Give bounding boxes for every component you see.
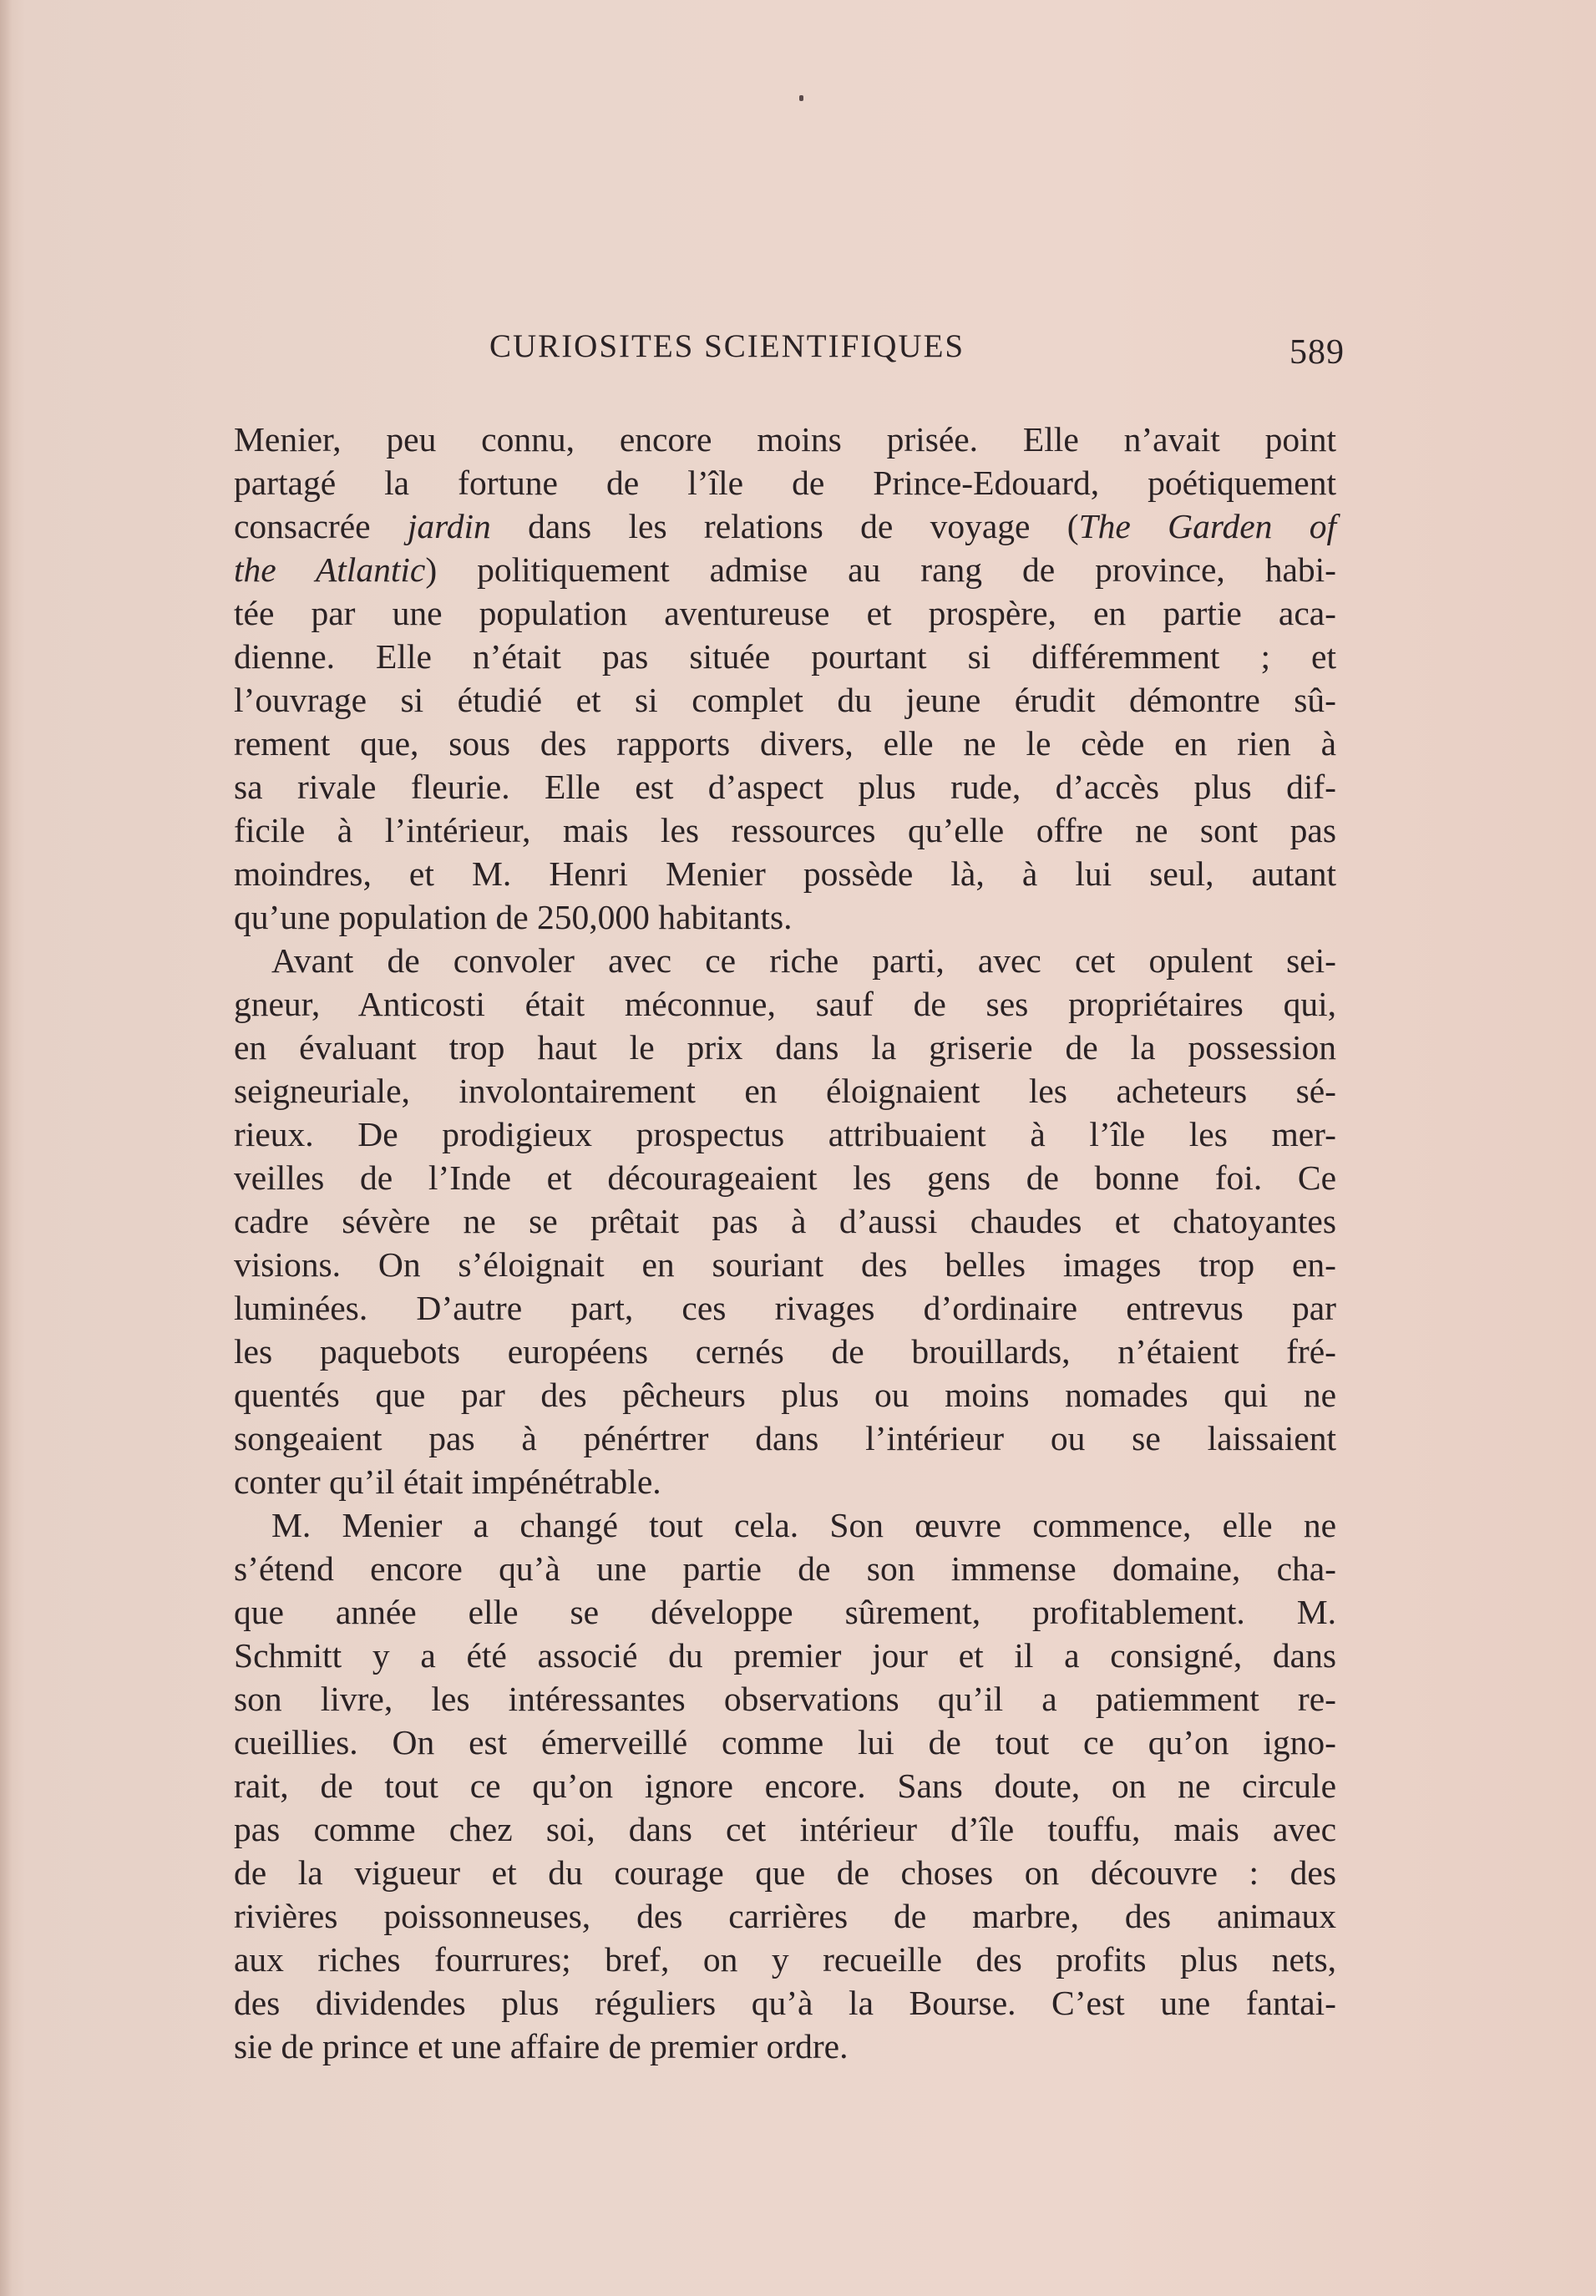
text-line (234, 1807, 1336, 1851)
text-line (234, 1069, 1336, 1113)
italic-text-segment: The Garden of (1078, 507, 1336, 545)
text-line (234, 1503, 1336, 1547)
text-segment: rieux. De prodigieux prospectus attribuaient à l’île les mer- (234, 1115, 1336, 1153)
text-segment: Schmitt y a été associé du premier jour et il a consigné, dans (234, 1636, 1336, 1675)
text-line (234, 1764, 1336, 1807)
text-segment: rait, de tout ce qu’on ignore encore. Sans doute, on ne circule (234, 1766, 1336, 1805)
text-segment: quentés que par des pêcheurs plus ou moins nomades qui ne (234, 1376, 1336, 1414)
text-segment: les paquebots européens cernés de brouillards, n’étaient fré- (234, 1332, 1336, 1371)
text-segment: l’ouvrage si étudié et si complet du jeune érudit démontre sû- (234, 681, 1336, 719)
text-line (234, 808, 1336, 852)
text-line (234, 504, 1336, 548)
text-segment: que année elle se développe sûrement, profitablement. M. (234, 1593, 1336, 1631)
paragraph (234, 418, 1336, 939)
text-line (234, 982, 1336, 1026)
text-segment: de la vigueur et du courage que de choses on découvre : des (234, 1853, 1336, 1892)
text-line (234, 1460, 1336, 1503)
page-number: 589 (1289, 333, 1345, 372)
text-segment: sa rivale fleurie. Elle est d’aspect plus rude, d’accès plus dif- (234, 768, 1336, 806)
text-line (234, 2025, 1336, 2068)
text-segment: tée par une population aventureuse et prospère, en partie aca- (234, 594, 1336, 632)
text-segment: dienne. Elle n’était pas située pourtant si différemment ; et (234, 637, 1336, 676)
text-segment: seigneuriale, involontairement en éloignaient les acheteurs sé- (234, 1072, 1336, 1110)
text-line (234, 1417, 1336, 1460)
text-line (234, 461, 1336, 504)
text-line (234, 1547, 1336, 1590)
text-line (234, 1938, 1336, 1981)
text-segment: dans les relations de voyage ( (490, 507, 1079, 545)
text-line (234, 678, 1336, 722)
text-segment: qu’une population de 250,000 habitants. (234, 898, 793, 936)
text-line (234, 635, 1336, 678)
body-text (234, 418, 1336, 2068)
text-line (234, 1373, 1336, 1417)
text-line (234, 1026, 1336, 1069)
text-line (234, 1330, 1336, 1373)
text-line (234, 1243, 1336, 1286)
text-line (234, 722, 1336, 765)
paragraph (234, 939, 1336, 1503)
text-line (234, 939, 1336, 982)
text-line (234, 1199, 1336, 1243)
text-segment: ficile à l’intérieur, mais les ressources qu’elle offre ne sont pas (234, 811, 1336, 849)
text-line (234, 1851, 1336, 1894)
text-line (234, 1894, 1336, 1938)
text-segment: en évaluant trop haut le prix dans la griserie de la possession (234, 1028, 1336, 1067)
text-segment: conter qu’il était impénétrable. (234, 1462, 661, 1501)
text-line (234, 1590, 1336, 1634)
text-line (234, 1981, 1336, 2025)
text-segment: Menier, peu connu, encore moins prisée. Elle n’avait point (234, 420, 1336, 459)
text-line (234, 1677, 1336, 1721)
text-line (234, 1634, 1336, 1677)
text-segment: sie de prince et une affaire de premier ordre. (234, 2027, 849, 2065)
text-segment: moindres, et M. Henri Menier possède là, à lui seul, autant (234, 854, 1336, 893)
text-line (234, 591, 1336, 635)
text-line (234, 1286, 1336, 1330)
text-segment: veilles de l’Inde et décourageaient les gens de bonne foi. Ce (234, 1158, 1336, 1197)
text-segment: cueillies. On est émerveillé comme lui de tout ce qu’on igno- (234, 1723, 1336, 1761)
text-segment: visions. On s’éloignait en souriant des belles images trop en- (234, 1245, 1336, 1284)
paragraph (234, 1503, 1336, 2068)
italic-text-segment: jardin (407, 507, 491, 545)
text-line (234, 418, 1336, 461)
text-segment: partagé la fortune de l’île de Prince-Edouard, poétiquement (234, 464, 1336, 502)
text-segment: des dividendes plus réguliers qu’à la Bourse. C’est une fantai- (234, 1984, 1336, 2022)
text-segment: pas comme chez soi, dans cet intérieur d’île touffu, mais avec (234, 1810, 1336, 1848)
text-segment: songeaient pas à pénértrer dans l’intérieur ou se laissaient (234, 1419, 1336, 1457)
text-segment: s’étend encore qu’à une partie de son immense domaine, cha- (234, 1549, 1336, 1588)
page-left-edge-shadow (0, 0, 12, 2296)
italic-text-segment: the Atlantic (234, 550, 426, 589)
text-line (234, 1721, 1336, 1764)
text-segment: rement que, sous des rapports divers, elle ne le cède en rien à (234, 724, 1336, 763)
text-segment: luminées. D’autre part, ces rivages d’ordinaire entrevus par (234, 1289, 1336, 1327)
text-line (234, 1156, 1336, 1199)
text-segment: consacrée (234, 507, 408, 545)
text-line (234, 548, 1336, 591)
text-line (234, 895, 1336, 939)
text-segment: gneur, Anticosti était méconnue, sauf de ses propriétaires qui, (234, 985, 1336, 1023)
text-segment: M. Menier a changé tout cela. Son œuvre commence, elle ne (271, 1506, 1336, 1544)
ink-speck (799, 95, 803, 101)
text-line (234, 852, 1336, 895)
text-segment: ) politiquement admise au rang de province, habi- (425, 550, 1336, 589)
text-segment: aux riches fourrures; bref, on y recueille des profits plus nets, (234, 1940, 1336, 1979)
running-title: CURIOSITES SCIENTIFIQUES (489, 328, 965, 364)
text-segment: Avant de convoler avec ce riche parti, avec cet opulent sei- (271, 941, 1336, 980)
text-segment: rivières poissonneuses, des carrières de marbre, des animaux (234, 1897, 1336, 1935)
text-line (234, 1113, 1336, 1156)
page-header (234, 327, 1345, 378)
text-line (234, 765, 1336, 808)
text-segment: cadre sévère ne se prêtait pas à d’aussi chaudes et chatoyantes (234, 1202, 1336, 1240)
text-segment: son livre, les intéressantes observations qu’il a patiemment re- (234, 1680, 1336, 1718)
